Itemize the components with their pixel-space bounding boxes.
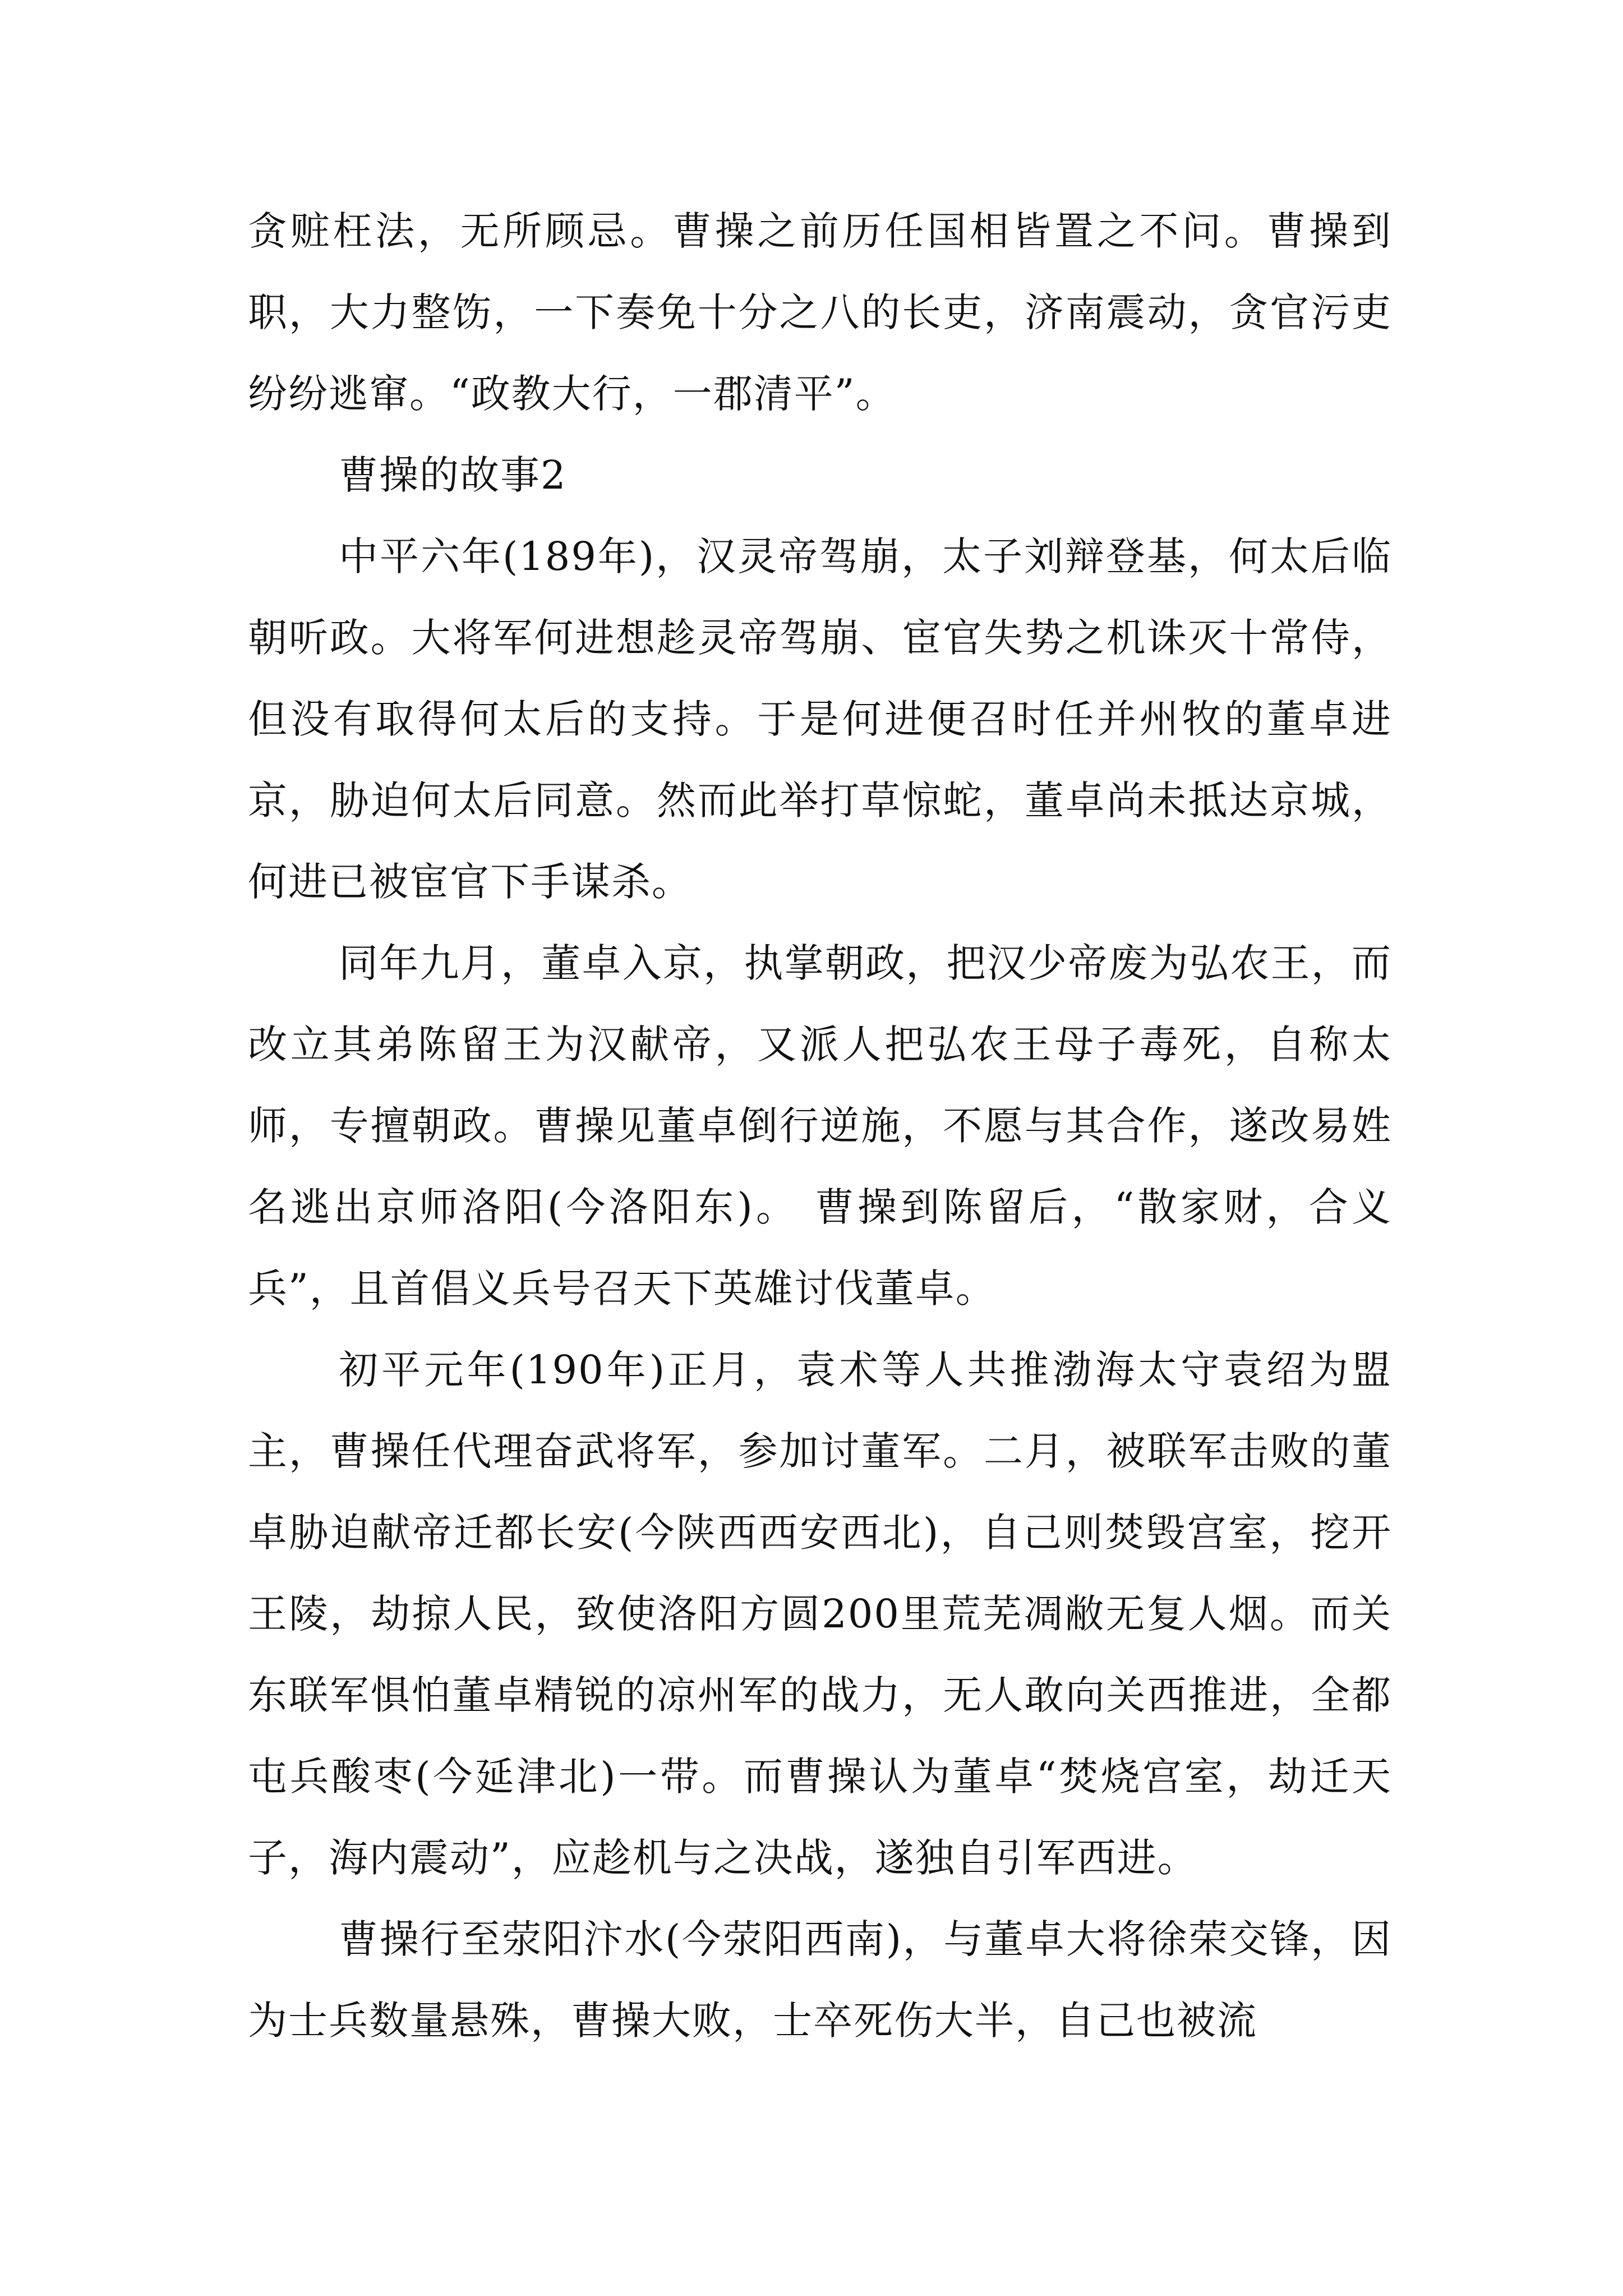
paragraph: 曹操行至荥阳汴水(今荥阳西南)，与董卓大将徐荣交锋，因为士兵数量悬殊，曹操大败，士卒死伤大半，自己也被流 <box>248 1916 1392 2044</box>
paragraph-continued: 贪赃枉法，无所顾忌。曹操之前历任国相皆置之不问。曹操到职，大力整饬，一下奏免十分之八的长吏，济南震动，贪官污吏纷纷逃窜。“政教大行，一郡清平”。 <box>248 208 1392 417</box>
section-heading: 曹操的故事2 <box>339 452 567 498</box>
paragraph: 中平六年(189年)，汉灵帝驾崩，太子刘辩登基，何太后临朝听政。大将军何进想趁灵帝驾崩、宦官失势之机诛灭十常侍，但没有取得何太后的支持。于是何进便召时任并州牧的董卓进京，胁迫何太后同意。然而此举打草惊蛇，董卓尚未抵达京城，何进已被宦官下手谋杀。 <box>248 533 1392 905</box>
paragraph: 初平元年(190年)正月，袁术等人共推渤海太守袁绍为盟主，曹操任代理奋武将军，参加讨董军。二月，被联军击败的董卓胁迫献帝迁都长安(今陕西西安西北)，自己则焚毁宫室，挖开王陵，劫掠人民，致使洛阳方圆200里荒芜凋敝无复人烟。而关东联军惧怕董卓精锐的凉州军的战力，无人敢向关西推进，全都屯兵酸枣(今延津北)一带。而曹操认为董卓“焚烧宫室，劫迁天子，海内震动”，应趁机与之决战，遂独自引军西进。 <box>248 1347 1392 1881</box>
paragraph: 同年九月，董卓入京，执掌朝政，把汉少帝废为弘农王，而改立其弟陈留王为汉献帝，又派人把弘农王母子毒死，自称太师，专擅朝政。曹操见董卓倒行逆施，不愿与其合作，遂改易姓名逃出京师洛阳(今洛阳东)。 曹操到陈留后，“散家财，合义兵”，且首倡义兵号召天下英雄讨伐董卓。 <box>248 940 1392 1312</box>
document-body <box>248 191 1392 2062</box>
